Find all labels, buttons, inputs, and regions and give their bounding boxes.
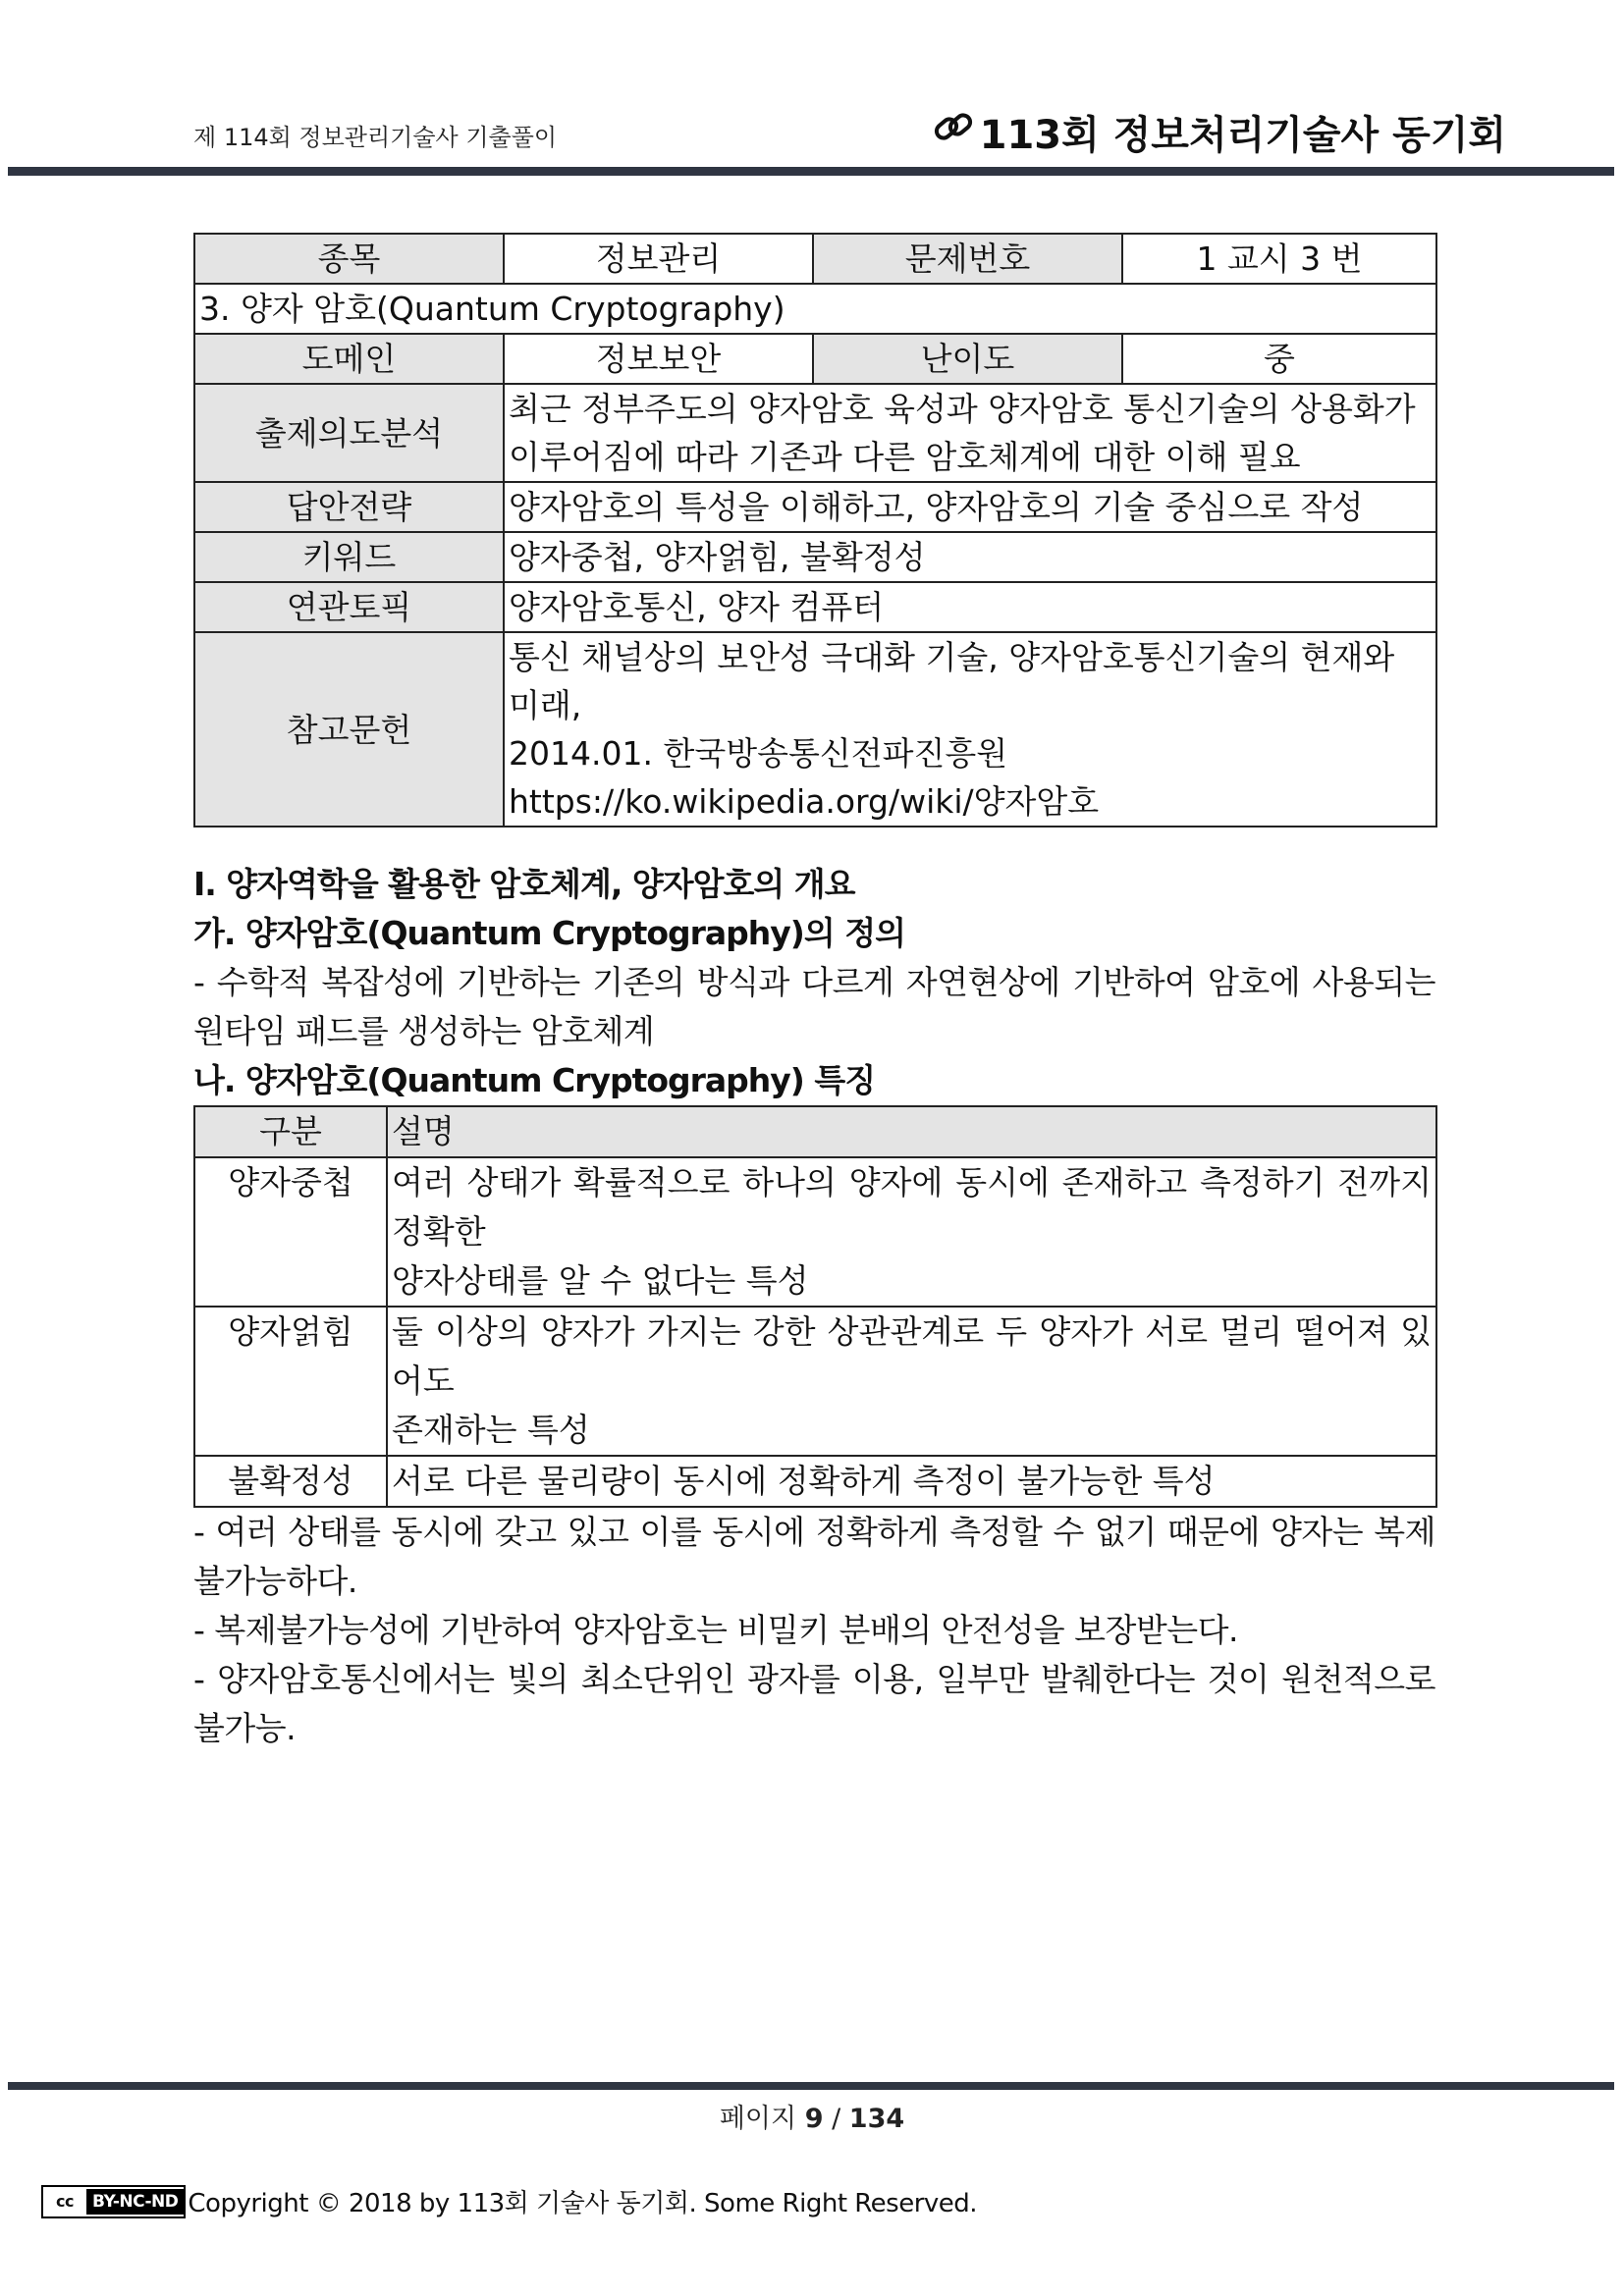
subject-label: 종목 [194, 234, 504, 284]
table-row [194, 482, 1436, 532]
group-title-text: 113회 정보처리기술사 동기회 [979, 113, 1506, 158]
intent-line: 최근 정부주도의 양자암호 육성과 양자암호 통신기술의 상용화가 [509, 390, 1416, 428]
table-row [194, 1456, 1436, 1507]
references-label: 참고문헌 [194, 632, 504, 827]
header-divider [8, 167, 1614, 176]
features-table [193, 1105, 1437, 1508]
feature-name: 양자중첩 [194, 1157, 387, 1307]
table-row [194, 1106, 1436, 1157]
copyright-notice [41, 2183, 977, 2219]
body-line: 불가능. [193, 1709, 297, 1747]
description-line: 둘 이상의 양자가 가지는 강한 상관관계로 두 양자가 서로 멀리 떨어져 있어도 [392, 1312, 1432, 1400]
description-line: 양자상태를 알 수 없다는 특성 [392, 1261, 809, 1300]
intent-value [504, 384, 1436, 482]
subsection-heading: 나. 양자암호(Quantum Cryptography) 특징 [193, 1061, 876, 1099]
description-line: 존재하는 특성 [392, 1411, 590, 1449]
reference-line: 통신 채널상의 보안성 극대화 기술, 양자암호통신기술의 현재와 미래, [509, 638, 1395, 724]
page-indicator [0, 2097, 1624, 2135]
intent-label: 출제의도분석 [194, 384, 504, 482]
question-number-value: 1 교시 3 번 [1122, 234, 1436, 284]
section-heading: I. 양자역학을 활용한 암호체계, 양자암호의 개요 [193, 865, 855, 903]
table-row [194, 284, 1436, 334]
body-line: - 복제불가능성에 기반하여 양자암호는 비밀키 분배의 안전성을 보장받는다. [193, 1611, 1239, 1649]
table-row [194, 234, 1436, 284]
table-row [194, 1157, 1436, 1307]
body-line: - 양자암호통신에서는 빛의 최소단위인 광자를 이용, 일부만 발췌한다는 것이 원천적으로 [193, 1660, 1435, 1698]
page-separator: / [832, 2104, 841, 2134]
difficulty-value: 중 [1122, 334, 1436, 384]
table-row [194, 384, 1436, 482]
table-row [194, 582, 1436, 632]
cc-icon: cc [56, 2192, 74, 2211]
document-series-title: 제 114회 정보관리기술사 기출풀이 [193, 124, 558, 151]
reference-line: https://ko.wikipedia.org/wiki/양자암호 [509, 782, 1100, 821]
references-value [504, 632, 1436, 827]
copyright-text: Copyright © 2018 by 113회 기술사 동기회. Some Right Reserved. [188, 2189, 978, 2218]
category-header: 구분 [194, 1106, 387, 1157]
description-line: 여러 상태가 확률적으로 하나의 양자에 동시에 존재하고 측정하기 전까지 정확한 [392, 1163, 1432, 1251]
reference-line: 2014.01. 한국방송통신전파진흥원 [509, 734, 1008, 773]
table-row [194, 334, 1436, 384]
strategy-value: 양자암호의 특성을 이해하고, 양자암호의 기술 중심으로 작성 [504, 482, 1436, 532]
page-total: 134 [848, 2104, 905, 2134]
body-line: 불가능하다. [193, 1562, 357, 1600]
page-label: 페이지 [719, 2104, 797, 2134]
feature-name: 양자얽힘 [194, 1307, 387, 1456]
chain-link-icon [933, 108, 976, 157]
description-header: 설명 [387, 1106, 1436, 1157]
intent-line: 이루어짐에 따라 기존과 다른 암호체계에 대한 이해 필요 [509, 438, 1301, 476]
question-title: 3. 양자 암호(Quantum Cryptography) [194, 284, 1436, 334]
group-title [933, 104, 1506, 160]
table-row [194, 632, 1436, 827]
license-code: BY-NC-ND [86, 2189, 184, 2215]
domain-label: 도메인 [194, 334, 504, 384]
difficulty-label: 난이도 [813, 334, 1122, 384]
keywords-value: 양자중첩, 양자얽힘, 불확정성 [504, 532, 1436, 582]
topics-label: 연관토픽 [194, 582, 504, 632]
table-row [194, 532, 1436, 582]
feature-description [387, 1307, 1436, 1456]
body-line: - 여러 상태를 동시에 갖고 있고 이를 동시에 정확하게 측정할 수 없기 때문에 양자는 복제 [193, 1513, 1435, 1551]
topics-value: 양자암호통신, 양자 컴퓨터 [504, 582, 1436, 632]
question-number-label: 문제번호 [813, 234, 1122, 284]
answer-body [193, 860, 1435, 1753]
feature-name: 불확정성 [194, 1456, 387, 1507]
footer-divider [8, 2082, 1614, 2090]
domain-value: 정보보안 [504, 334, 813, 384]
strategy-label: 답안전략 [194, 482, 504, 532]
page-current: 9 [804, 2104, 824, 2134]
feature-description: 서로 다른 물리량이 동시에 정확하게 측정이 불가능한 특성 [387, 1456, 1436, 1507]
cc-license-badge [41, 2185, 186, 2218]
table-row [194, 1307, 1436, 1456]
keywords-label: 키워드 [194, 532, 504, 582]
definition-line: - 수학적 복잡성에 기반하는 기존의 방식과 다르게 자연현상에 기반하여 암호에 사용되는 [193, 963, 1435, 1001]
subject-value: 정보관리 [504, 234, 813, 284]
question-info-table [193, 233, 1437, 828]
definition-line: 원타임 패드를 생성하는 암호체계 [193, 1012, 655, 1050]
subsection-heading: 가. 양자암호(Quantum Cryptography)의 정의 [193, 914, 906, 952]
feature-description [387, 1157, 1436, 1307]
